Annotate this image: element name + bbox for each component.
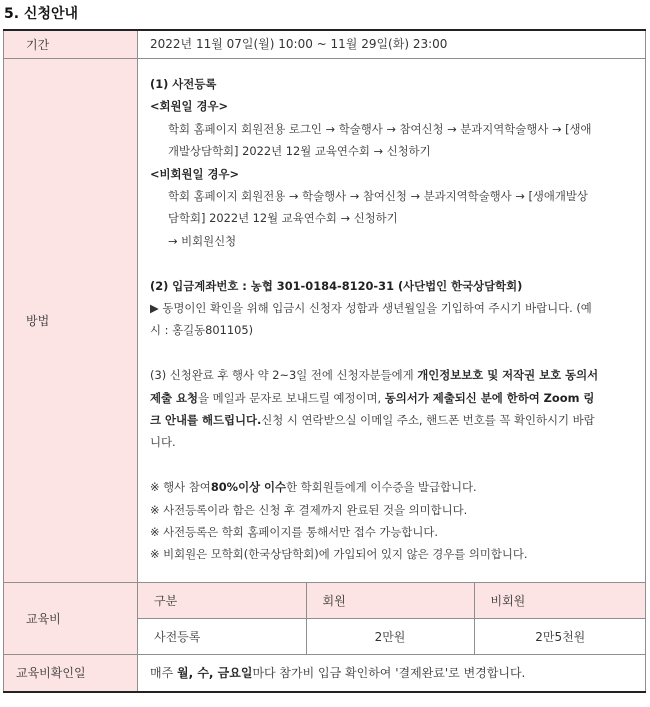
section-title: 5. 신청안내	[4, 6, 79, 22]
method-row	[4, 59, 646, 583]
note-homepage-only: ※ 사전등록은 학회 홈페이지를 통해서만 접수 가능합니다.	[150, 525, 438, 540]
member-title: <회원일 경우>	[150, 99, 229, 114]
fee-header-category: 구분	[138, 583, 306, 619]
fee-header-nonmember: 비회원	[474, 583, 646, 619]
step3-line-4: 니다.	[150, 435, 176, 450]
note-completion: ※ 행사 참여80%이상 이수한 학회원들에게 이수증을 발급합니다.	[150, 480, 477, 495]
confirm-row	[4, 654, 646, 692]
step2-line-1: ▶ 동명이인 확인을 위해 입금시 신청자 성함과 생년월일을 기입하여 주시기 바랍니다. (예	[150, 301, 592, 316]
period-value: 2022년 11월 07일(월) 10:00 ~ 11월 29일(화) 23:00	[138, 30, 646, 59]
fee-member-value: 2만원	[306, 618, 474, 654]
step2-line-2: 시 : 홍길동801105)	[150, 323, 254, 338]
member-line-2: 개발상담학회] 2022년 12월 교육연수회 → 신청하기	[168, 144, 431, 159]
period-row	[4, 30, 646, 59]
fee-table	[138, 583, 646, 654]
fee-nonmember-value: 2만5천원	[474, 618, 646, 654]
method-content	[138, 59, 646, 583]
application-info-table	[3, 29, 646, 693]
step3-line-2: 제출 요청을 메일과 문자로 보내드릴 예정이며, 동의서가 제출되신 분에 한하여 Zoom 링	[150, 390, 595, 405]
step3-line-1: (3) 신청완료 후 행사 약 2~3일 전에 신청자분들에게 개인정보보호 및 저작권 보호 동의서	[150, 368, 599, 383]
step1-title: (1) 사전등록	[150, 77, 217, 91]
fee-category-value: 사전등록	[154, 629, 201, 644]
step2-title: (2) 입금계좌번호 : 농협 301-0184-8120-31 (사단법인 한국상담학회)	[150, 278, 523, 293]
nonmember-title: <비회원일 경우>	[150, 166, 240, 181]
period-label: 기간	[4, 30, 138, 59]
fee-data-row	[138, 618, 646, 654]
fee-label: 교육비	[4, 582, 138, 654]
fee-header-row	[138, 583, 646, 619]
step3-line-3: 크 안내를 해드립니다.신청 시 연락받으실 이메일 주소, 핸드폰 번호를 꼭 확인하시기 바랍	[150, 413, 595, 428]
member-line-1: 학회 홈페이지 회원전용 로그인 → 학술행사 → 참여신청 → 분과지역학술행사 → [생애	[168, 121, 592, 136]
confirm-text: 매주 월, 수, 금요일마다 참가비 입금 확인하여 '결제완료'로 변경합니다.	[138, 654, 646, 692]
note-preregistration: ※ 사전등록이라 함은 신청 후 결제까지 완료된 것을 의미합니다.	[150, 502, 468, 517]
fee-header-member: 회원	[306, 583, 474, 619]
confirm-label: 교육비확인일	[4, 654, 138, 692]
fee-content	[138, 582, 646, 654]
fee-row	[4, 582, 646, 654]
nonmember-line-3: → 비회원신청	[168, 233, 237, 248]
nonmember-line-2: 담학회] 2022년 12월 교육연수회 → 신청하기	[168, 211, 398, 226]
note-nonmember: ※ 비회원은 모학회(한국상담학회)에 가입되어 있지 않은 경우를 의미합니다.	[150, 547, 528, 562]
nonmember-line-1: 학회 홈페이지 회원전용 → 학술행사 → 참여신청 → 분과지역학술행사 → [생애개발상	[168, 189, 588, 204]
method-label: 방법	[4, 59, 138, 583]
